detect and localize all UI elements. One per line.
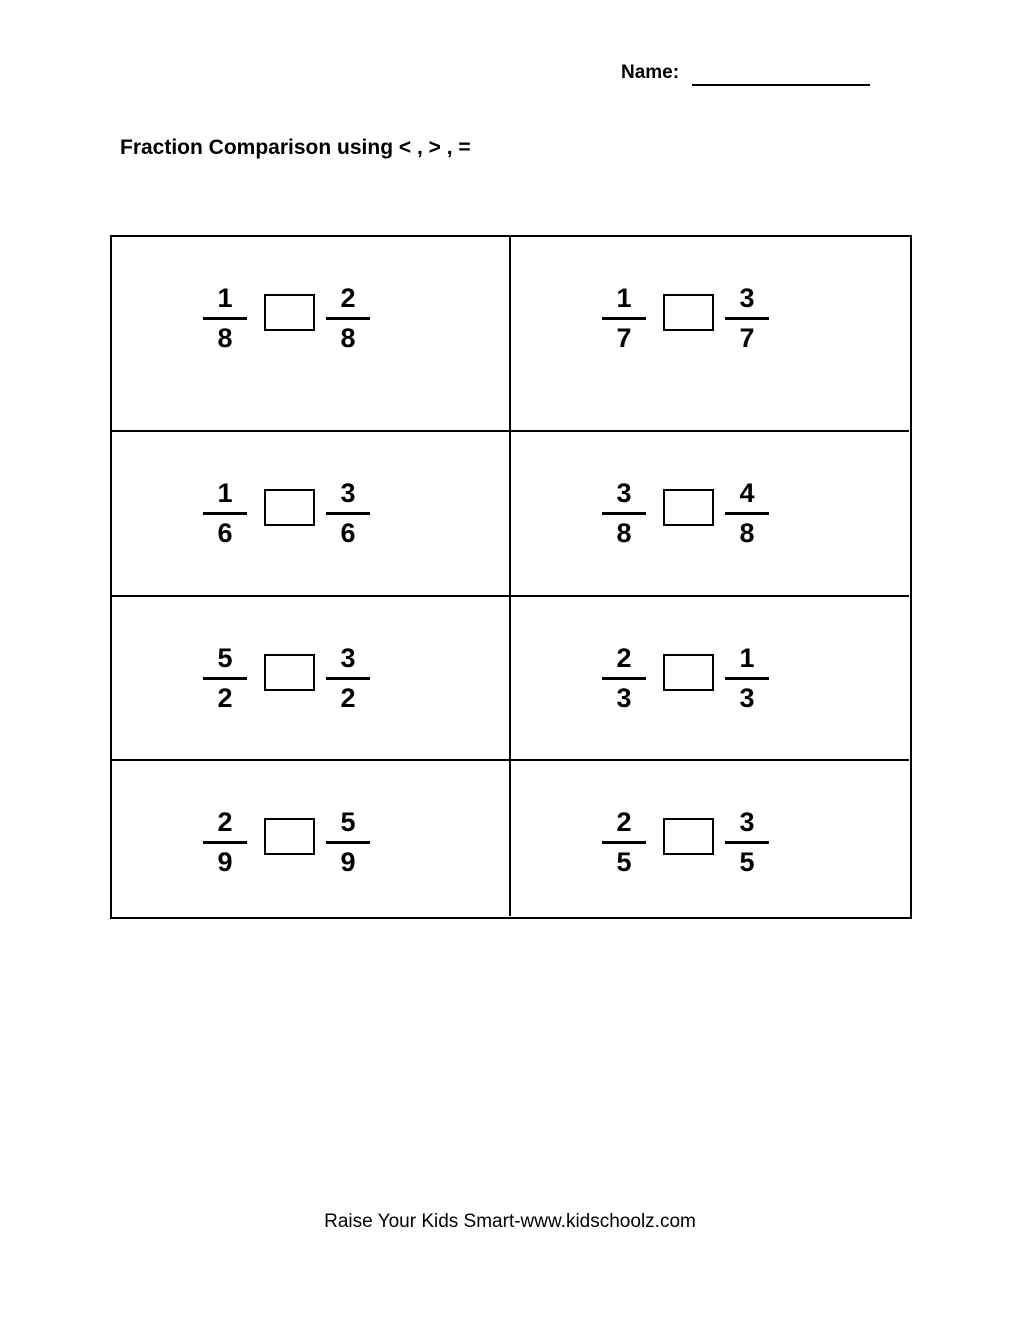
numerator: 3: [340, 478, 356, 508]
answer-box[interactable]: [264, 654, 315, 691]
denominator: 8: [340, 323, 356, 353]
left-fraction: [602, 643, 646, 713]
left-fraction: [602, 807, 646, 877]
right-fraction: [725, 807, 769, 877]
denominator: 3: [616, 683, 632, 713]
footer-text: Raise Your Kids Smart-www.kidschoolz.com: [324, 1211, 696, 1232]
numerator: 1: [739, 643, 755, 673]
numerator: 3: [616, 478, 632, 508]
denominator: 2: [217, 683, 233, 713]
denominator: 8: [739, 518, 755, 548]
fraction-bar: [725, 841, 769, 844]
fraction-bar: [203, 317, 247, 320]
left-fraction: [602, 283, 646, 353]
row-divider: [111, 430, 909, 432]
numerator: 2: [616, 807, 632, 837]
fraction-bar: [725, 677, 769, 680]
left-fraction: [203, 283, 247, 353]
denominator: 6: [217, 518, 233, 548]
answer-box[interactable]: [264, 489, 315, 526]
fraction-bar: [326, 512, 370, 515]
numerator: 1: [217, 283, 233, 313]
denominator: 2: [340, 683, 356, 713]
denominator: 5: [616, 847, 632, 877]
left-fraction: [602, 478, 646, 548]
denominator: 6: [340, 518, 356, 548]
fraction-bar: [326, 841, 370, 844]
numerator: 4: [739, 478, 755, 508]
right-fraction: [326, 643, 370, 713]
fraction-bar: [602, 841, 646, 844]
fraction-bar: [602, 677, 646, 680]
denominator: 8: [217, 323, 233, 353]
right-fraction: [326, 478, 370, 548]
row-divider: [111, 595, 909, 597]
numerator: 5: [217, 643, 233, 673]
numerator: 3: [340, 643, 356, 673]
numerator: 2: [217, 807, 233, 837]
fraction-bar: [203, 512, 247, 515]
numerator: 3: [739, 807, 755, 837]
row-divider: [111, 759, 909, 761]
denominator: 7: [739, 323, 755, 353]
left-fraction: [203, 643, 247, 713]
name-label: Name:: [621, 62, 680, 83]
fraction-bar: [725, 512, 769, 515]
denominator: 9: [340, 847, 356, 877]
left-fraction: [203, 478, 247, 548]
answer-box[interactable]: [264, 818, 315, 855]
numerator: 1: [217, 478, 233, 508]
fraction-bar: [326, 317, 370, 320]
worksheet-title: Fraction Comparison using < , > , =: [120, 136, 471, 159]
right-fraction: [725, 283, 769, 353]
denominator: 9: [217, 847, 233, 877]
denominator: 7: [616, 323, 632, 353]
answer-box[interactable]: [663, 654, 714, 691]
numerator: 1: [616, 283, 632, 313]
left-fraction: [203, 807, 247, 877]
fraction-bar: [203, 677, 247, 680]
right-fraction: [326, 807, 370, 877]
column-divider: [509, 236, 511, 916]
denominator: 5: [739, 847, 755, 877]
numerator: 5: [340, 807, 356, 837]
fraction-bar: [203, 841, 247, 844]
answer-box[interactable]: [663, 489, 714, 526]
name-field[interactable]: [692, 84, 870, 86]
numerator: 2: [616, 643, 632, 673]
denominator: 3: [739, 683, 755, 713]
denominator: 8: [616, 518, 632, 548]
right-fraction: [725, 643, 769, 713]
numerator: 2: [340, 283, 356, 313]
fraction-bar: [602, 317, 646, 320]
answer-box[interactable]: [663, 818, 714, 855]
answer-box[interactable]: [264, 294, 315, 331]
fraction-bar: [326, 677, 370, 680]
fraction-bar: [602, 512, 646, 515]
right-fraction: [725, 478, 769, 548]
right-fraction: [326, 283, 370, 353]
fraction-bar: [725, 317, 769, 320]
answer-box[interactable]: [663, 294, 714, 331]
numerator: 3: [739, 283, 755, 313]
